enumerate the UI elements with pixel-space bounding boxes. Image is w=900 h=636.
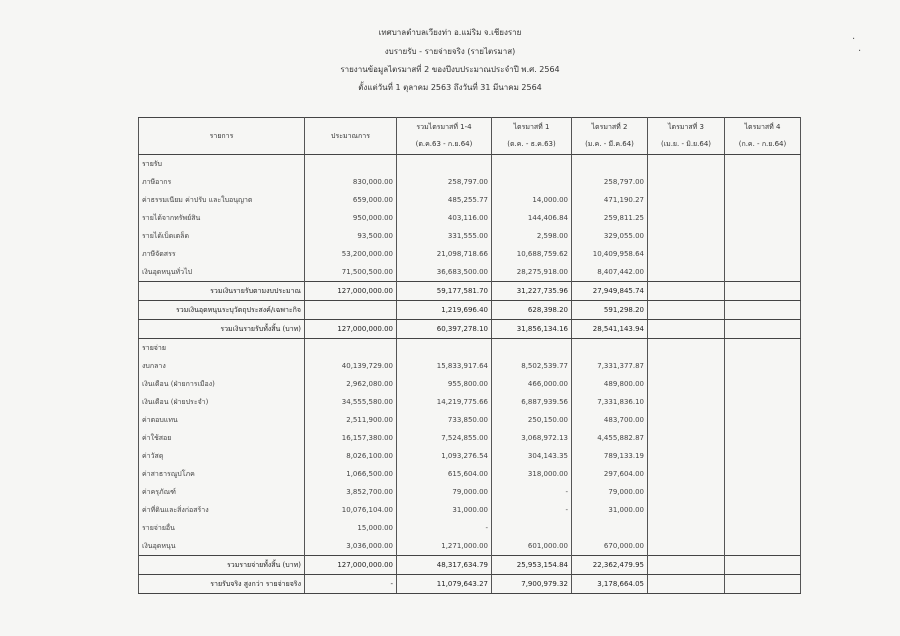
cell-est: 659,000.00 bbox=[305, 191, 397, 209]
subsidy-row bbox=[139, 301, 801, 320]
row-label: รายได้เบ็ดเตล็ด bbox=[139, 227, 305, 245]
cell-q1 bbox=[492, 519, 572, 537]
column-header-title: รายการ bbox=[209, 131, 234, 140]
cell-est: 34,555,580.00 bbox=[305, 393, 397, 411]
scan-speck: · bbox=[852, 34, 856, 45]
column-header-title: รวมไตรมาสที่ 1-4 bbox=[416, 123, 472, 131]
cell-q2: 7,331,836.10 bbox=[572, 393, 648, 411]
scan-speck: · bbox=[858, 46, 862, 57]
empty-cell bbox=[492, 339, 572, 358]
cell-total: 11,079,643.27 bbox=[397, 575, 492, 594]
cell-total: 7,524,855.00 bbox=[397, 429, 492, 447]
cell-q3 bbox=[648, 301, 725, 320]
cell-total: 48,317,634.79 bbox=[397, 556, 492, 575]
empty-cell bbox=[572, 339, 648, 358]
column-header-period: (ต.ค. - ธ.ค.63) bbox=[507, 140, 556, 148]
expense-row bbox=[139, 537, 801, 556]
cell-q2: 10,409,958.64 bbox=[572, 245, 648, 263]
cell-total: 14,219,775.66 bbox=[397, 393, 492, 411]
cell-q3 bbox=[648, 375, 725, 393]
cell-est: 93,500.00 bbox=[305, 227, 397, 245]
cell-est: 127,000,000.00 bbox=[305, 320, 397, 339]
empty-cell bbox=[725, 155, 801, 174]
income-row bbox=[139, 209, 801, 227]
cell-total: 60,397,278.10 bbox=[397, 320, 492, 339]
cell-est bbox=[305, 301, 397, 320]
cell-total: 258,797.00 bbox=[397, 173, 492, 191]
cell-q2: 27,949,845.74 bbox=[572, 282, 648, 301]
cell-q1: - bbox=[492, 483, 572, 501]
cell-q4 bbox=[725, 519, 801, 537]
empty-cell bbox=[305, 155, 397, 174]
row-label: รายได้จากทรัพย์สิน bbox=[139, 209, 305, 227]
cell-q2: 329,055.00 bbox=[572, 227, 648, 245]
empty-cell bbox=[648, 155, 725, 174]
cell-total: 403,116.00 bbox=[397, 209, 492, 227]
section-heading: รายรับ bbox=[139, 155, 305, 174]
cell-q2: 31,000.00 bbox=[572, 501, 648, 519]
cell-total: 615,604.00 bbox=[397, 465, 492, 483]
row-label: เงินเดือน (ฝ่ายประจำ) bbox=[139, 393, 305, 411]
cell-q1: 31,856,134.16 bbox=[492, 320, 572, 339]
expense-row bbox=[139, 447, 801, 465]
row-label: รวมเงินอุดหนุนระบุวัตถุประสงค์/เฉพาะกิจ bbox=[139, 301, 305, 320]
cell-q4 bbox=[725, 173, 801, 191]
empty-cell bbox=[648, 339, 725, 358]
expense-row bbox=[139, 375, 801, 393]
cell-q1: 250,150.00 bbox=[492, 411, 572, 429]
column-header bbox=[725, 118, 801, 155]
column-header-title: ไตรมาสที่ 4 bbox=[744, 123, 781, 131]
cell-q3 bbox=[648, 447, 725, 465]
cell-q2: 789,133.19 bbox=[572, 447, 648, 465]
cell-q2: 4,455,882.87 bbox=[572, 429, 648, 447]
cell-q4 bbox=[725, 393, 801, 411]
expense-row bbox=[139, 429, 801, 447]
cell-q1: 601,000.00 bbox=[492, 537, 572, 556]
cell-q3 bbox=[648, 191, 725, 209]
expense-row bbox=[139, 411, 801, 429]
cell-q2: 3,178,664.05 bbox=[572, 575, 648, 594]
cell-total: 733,850.00 bbox=[397, 411, 492, 429]
section-heading: รายจ่าย bbox=[139, 339, 305, 358]
cell-q1: 628,398.20 bbox=[492, 301, 572, 320]
cell-q3 bbox=[648, 575, 725, 594]
cell-total: 485,255.77 bbox=[397, 191, 492, 209]
cell-q4 bbox=[725, 245, 801, 263]
cell-q4 bbox=[725, 447, 801, 465]
row-label: เงินอุดหนุนทั่วไป bbox=[139, 263, 305, 282]
cell-total: 955,800.00 bbox=[397, 375, 492, 393]
report-subtitle: รายงานข้อมูลไตรมาสที่ 2 ของปีงบประมาณประจำปี พ.ศ. 2564 bbox=[340, 65, 560, 74]
cell-est: 53,200,000.00 bbox=[305, 245, 397, 263]
column-header-title: ประมาณการ bbox=[331, 131, 370, 140]
empty-cell bbox=[305, 339, 397, 358]
cell-q3 bbox=[648, 282, 725, 301]
cell-q2: 258,797.00 bbox=[572, 173, 648, 191]
row-label: งบกลาง bbox=[139, 357, 305, 375]
row-label: ค่าตอบแทน bbox=[139, 411, 305, 429]
expense-heading-row bbox=[139, 339, 801, 358]
org-name: เทศบาลตำบลเวียงท่า อ.แม่ริม จ.เชียงราย bbox=[378, 28, 522, 37]
cell-est: 8,026,100.00 bbox=[305, 447, 397, 465]
balance-row bbox=[139, 575, 801, 594]
row-label: ค่าสาธารณูปโภค bbox=[139, 465, 305, 483]
column-header-period: (เม.ย. - มิ.ย.64) bbox=[660, 140, 712, 148]
cell-q4 bbox=[725, 411, 801, 429]
column-header-title: ไตรมาสที่ 3 bbox=[668, 123, 704, 131]
cell-q1: 304,143.35 bbox=[492, 447, 572, 465]
cell-total: 1,219,696.40 bbox=[397, 301, 492, 320]
empty-cell bbox=[572, 155, 648, 174]
column-header bbox=[648, 118, 725, 155]
cell-est: 2,962,080.00 bbox=[305, 375, 397, 393]
cell-q2: 7,331,377.87 bbox=[572, 357, 648, 375]
cell-total: 1,271,000.00 bbox=[397, 537, 492, 556]
row-label: รายจ่ายอื่น bbox=[139, 519, 305, 537]
cell-est: 40,139,729.00 bbox=[305, 357, 397, 375]
cell-total: 21,098,718.66 bbox=[397, 245, 492, 263]
cell-q1: 6,887,939.56 bbox=[492, 393, 572, 411]
cell-q3 bbox=[648, 320, 725, 339]
income-row bbox=[139, 263, 801, 282]
cell-q1: 10,688,759.62 bbox=[492, 245, 572, 263]
cell-q4 bbox=[725, 465, 801, 483]
cell-total: 31,000.00 bbox=[397, 501, 492, 519]
empty-cell bbox=[725, 339, 801, 358]
row-label: ค่าครุภัณฑ์ bbox=[139, 483, 305, 501]
row-label: เงินเดือน (ฝ่ายการเมือง) bbox=[139, 375, 305, 393]
cell-q3 bbox=[648, 411, 725, 429]
cell-q4 bbox=[725, 483, 801, 501]
expense-row bbox=[139, 483, 801, 501]
cell-q1: 14,000.00 bbox=[492, 191, 572, 209]
cell-q2: 28,541,143.94 bbox=[572, 320, 648, 339]
cell-q1: 28,275,918.00 bbox=[492, 263, 572, 282]
row-label: ค่าใช้สอย bbox=[139, 429, 305, 447]
row-label: เงินอุดหนุน bbox=[139, 537, 305, 556]
cell-q2: 79,000.00 bbox=[572, 483, 648, 501]
column-header bbox=[305, 118, 397, 155]
cell-total: 79,000.00 bbox=[397, 483, 492, 501]
column-header bbox=[572, 118, 648, 155]
income-total-row bbox=[139, 320, 801, 339]
cell-q4 bbox=[725, 320, 801, 339]
cell-q4 bbox=[725, 429, 801, 447]
cell-q3 bbox=[648, 245, 725, 263]
income-row bbox=[139, 227, 801, 245]
expense-total-row bbox=[139, 556, 801, 575]
income-expense-table bbox=[138, 117, 801, 594]
cell-q3 bbox=[648, 209, 725, 227]
column-header bbox=[397, 118, 492, 155]
cell-q4 bbox=[725, 375, 801, 393]
cell-q2 bbox=[572, 519, 648, 537]
cell-q3 bbox=[648, 537, 725, 556]
row-label: ภาษีจัดสรร bbox=[139, 245, 305, 263]
column-header-period: (ต.ค.63 - ก.ย.64) bbox=[415, 140, 473, 148]
cell-total: 1,093,276.54 bbox=[397, 447, 492, 465]
table-header-row bbox=[139, 118, 801, 155]
column-header bbox=[492, 118, 572, 155]
cell-q2: 259,811.25 bbox=[572, 209, 648, 227]
cell-q1: 2,598.00 bbox=[492, 227, 572, 245]
cell-q1: 8,502,539.77 bbox=[492, 357, 572, 375]
cell-est: 3,036,000.00 bbox=[305, 537, 397, 556]
cell-total: 59,177,581.70 bbox=[397, 282, 492, 301]
cell-q1: 466,000.00 bbox=[492, 375, 572, 393]
empty-cell bbox=[397, 339, 492, 358]
cell-q3 bbox=[648, 429, 725, 447]
cell-est: 830,000.00 bbox=[305, 173, 397, 191]
cell-est: - bbox=[305, 575, 397, 594]
cell-est: 127,000,000.00 bbox=[305, 556, 397, 575]
cell-total: - bbox=[397, 519, 492, 537]
cell-q1: 7,900,979.32 bbox=[492, 575, 572, 594]
cell-est: 127,000,000.00 bbox=[305, 282, 397, 301]
row-label: รวมเงินรายรับตามงบประมาณ bbox=[139, 282, 305, 301]
cell-q1: 25,953,154.84 bbox=[492, 556, 572, 575]
cell-q4 bbox=[725, 301, 801, 320]
expense-row bbox=[139, 501, 801, 519]
expense-row bbox=[139, 357, 801, 375]
cell-q4 bbox=[725, 191, 801, 209]
cell-est: 15,000.00 bbox=[305, 519, 397, 537]
cell-q3 bbox=[648, 556, 725, 575]
cell-q3 bbox=[648, 501, 725, 519]
income-row bbox=[139, 173, 801, 191]
cell-q4 bbox=[725, 357, 801, 375]
cell-q2: 8,407,442.00 bbox=[572, 263, 648, 282]
row-label: ค่าวัสดุ bbox=[139, 447, 305, 465]
expense-row bbox=[139, 393, 801, 411]
cell-q3 bbox=[648, 393, 725, 411]
cell-q2: 22,362,479.95 bbox=[572, 556, 648, 575]
cell-q2: 483,700.00 bbox=[572, 411, 648, 429]
cell-q4 bbox=[725, 263, 801, 282]
income-heading-row bbox=[139, 155, 801, 174]
cell-q1: - bbox=[492, 501, 572, 519]
row-label: ค่าที่ดินและสิ่งก่อสร้าง bbox=[139, 501, 305, 519]
cell-q3 bbox=[648, 465, 725, 483]
cell-q4 bbox=[725, 501, 801, 519]
expense-row bbox=[139, 519, 801, 537]
cell-q1: 31,227,735.96 bbox=[492, 282, 572, 301]
cell-q3 bbox=[648, 263, 725, 282]
empty-cell bbox=[492, 155, 572, 174]
report-period: ตั้งแต่วันที่ 1 ตุลาคม 2563 ถึงวันที่ 31 มีนาคม 2564 bbox=[358, 83, 542, 92]
row-label: ภาษีอากร bbox=[139, 173, 305, 191]
expense-row bbox=[139, 465, 801, 483]
cell-q3 bbox=[648, 357, 725, 375]
cell-est: 71,500,500.00 bbox=[305, 263, 397, 282]
cell-est: 950,000.00 bbox=[305, 209, 397, 227]
income-row bbox=[139, 191, 801, 209]
cell-est: 2,511,900.00 bbox=[305, 411, 397, 429]
cell-q3 bbox=[648, 483, 725, 501]
cell-q4 bbox=[725, 575, 801, 594]
column-header-title: ไตรมาสที่ 1 bbox=[513, 123, 550, 131]
report-title: งบรายรับ - รายจ่ายจริง (รายไตรมาส) bbox=[384, 47, 516, 56]
cell-q4 bbox=[725, 209, 801, 227]
row-label: รายรับจริง สูงกว่า รายจ่ายจริง bbox=[139, 575, 305, 594]
cell-q3 bbox=[648, 227, 725, 245]
cell-total: 36,683,500.00 bbox=[397, 263, 492, 282]
row-label: รวมรายจ่ายทั้งสิ้น (บาท) bbox=[139, 556, 305, 575]
cell-q4 bbox=[725, 282, 801, 301]
cell-q1 bbox=[492, 173, 572, 191]
cell-q1: 318,000.00 bbox=[492, 465, 572, 483]
empty-cell bbox=[397, 155, 492, 174]
cell-q2: 297,604.00 bbox=[572, 465, 648, 483]
cell-total: 331,555.00 bbox=[397, 227, 492, 245]
cell-q1: 144,406.84 bbox=[492, 209, 572, 227]
cell-q2: 591,298.20 bbox=[572, 301, 648, 320]
cell-est: 10,076,104.00 bbox=[305, 501, 397, 519]
column-header-title: ไตรมาสที่ 2 bbox=[591, 123, 628, 131]
column-header bbox=[139, 118, 305, 155]
cell-q2: 489,800.00 bbox=[572, 375, 648, 393]
cell-est: 3,852,700.00 bbox=[305, 483, 397, 501]
cell-q3 bbox=[648, 173, 725, 191]
cell-q1: 3,068,972.13 bbox=[492, 429, 572, 447]
cell-q4 bbox=[725, 227, 801, 245]
column-header-period: (ม.ค. - มี.ค.64) bbox=[585, 140, 634, 148]
cell-q4 bbox=[725, 556, 801, 575]
income-row bbox=[139, 245, 801, 263]
column-header-period: (ก.ค. - ก.ย.64) bbox=[738, 140, 787, 148]
cell-q3 bbox=[648, 519, 725, 537]
row-label: รวมเงินรายรับทั้งสิ้น (บาท) bbox=[139, 320, 305, 339]
cell-est: 16,157,380.00 bbox=[305, 429, 397, 447]
cell-q4 bbox=[725, 537, 801, 556]
cell-est: 1,066,500.00 bbox=[305, 465, 397, 483]
cell-q2: 670,000.00 bbox=[572, 537, 648, 556]
row-label: ค่าธรรมเนียม ค่าปรับ และใบอนุญาต bbox=[139, 191, 305, 209]
income-sum-row bbox=[139, 282, 801, 301]
cell-total: 15,833,917.64 bbox=[397, 357, 492, 375]
cell-q2: 471,190.27 bbox=[572, 191, 648, 209]
